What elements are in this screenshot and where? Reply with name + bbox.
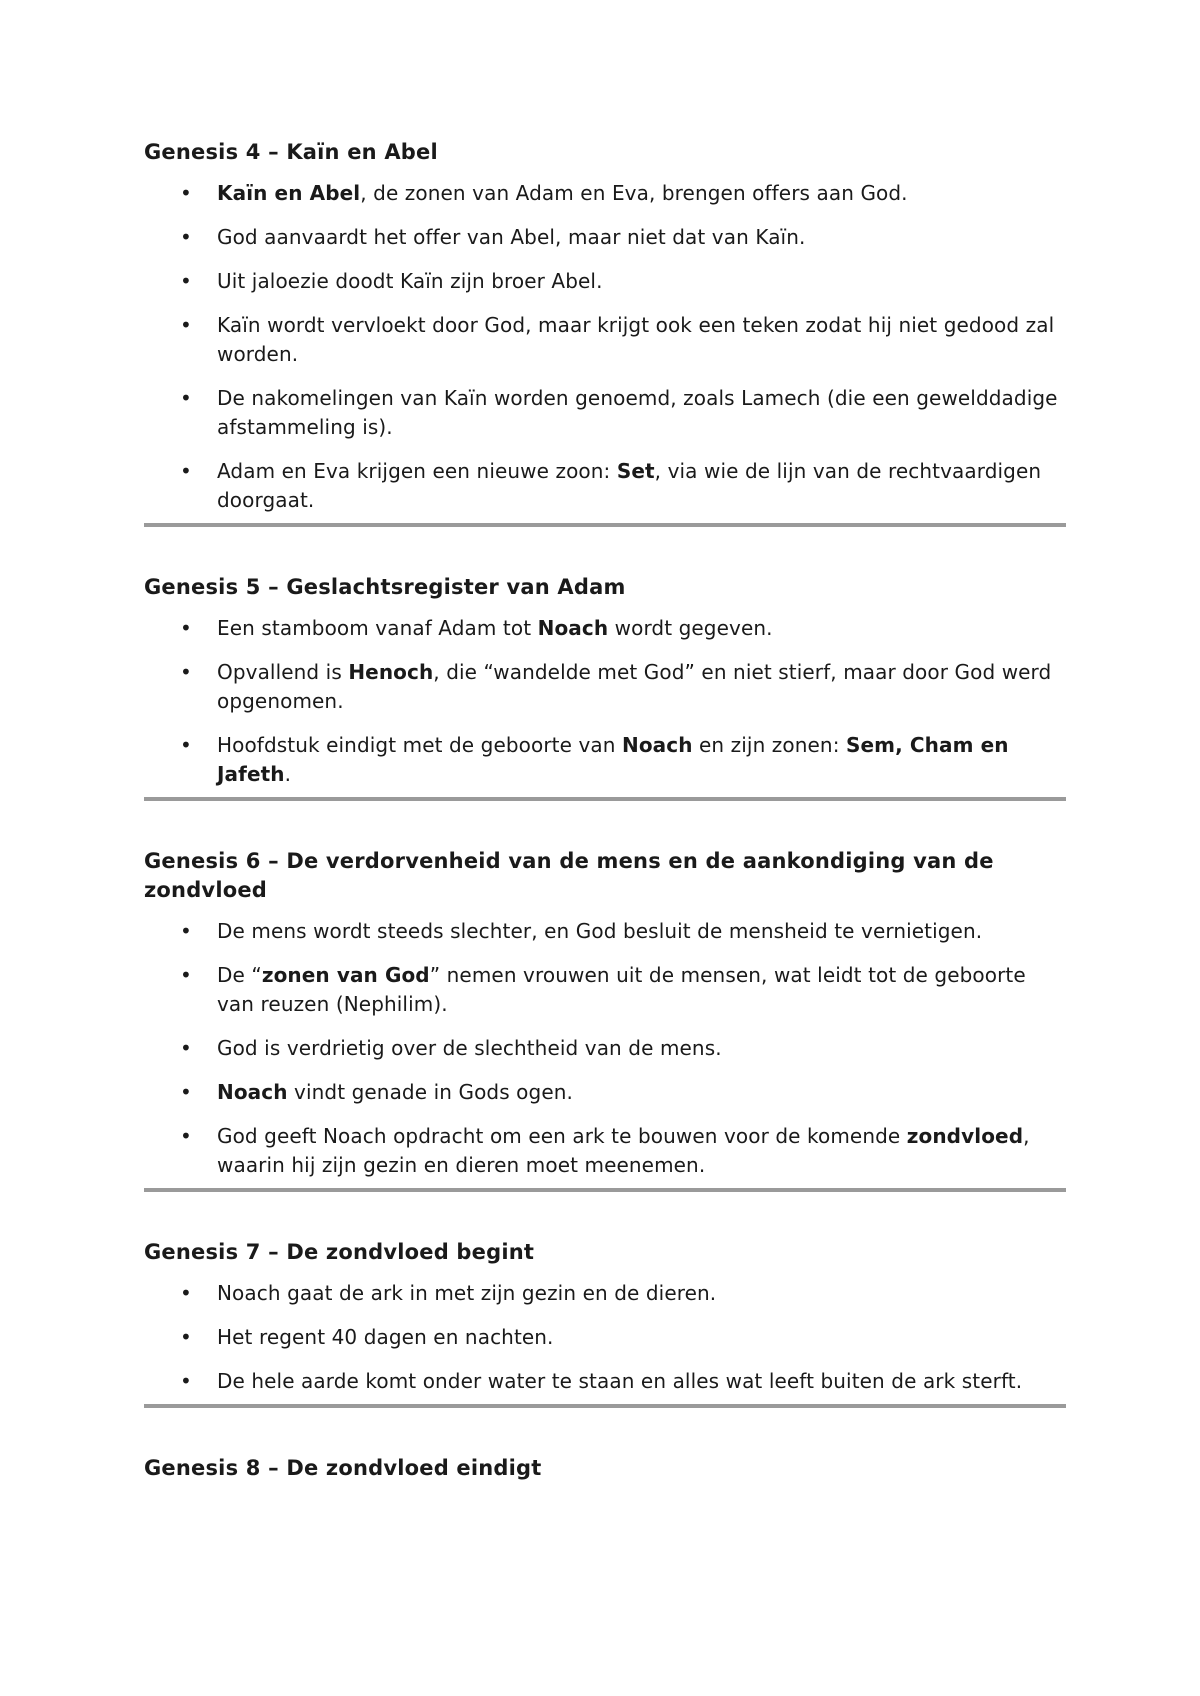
list-item: [144, 1367, 1066, 1396]
item-text: Opvallend is: [217, 660, 349, 684]
bullet-icon: •: [180, 1369, 192, 1393]
horizontal-divider: [144, 523, 1066, 527]
chapter-section: [144, 573, 1066, 801]
list-item: [144, 614, 1066, 643]
bullet-list: [144, 1279, 1066, 1396]
item-text: en zijn zonen:: [692, 733, 846, 757]
list-item: [144, 917, 1066, 946]
item-bold-text: Noach: [217, 1080, 288, 1104]
item-bold-text: Henoch: [348, 660, 434, 684]
item-bold-text: Noach: [621, 733, 693, 757]
item-text: Kaïn wordt vervloekt door God, maar krijgt ook een teken zodat hij niet gedood zal worden.: [217, 313, 1055, 366]
item-text: Een stamboom vanaf Adam tot: [217, 616, 538, 640]
chapter-section: [144, 1454, 1066, 1483]
bullet-icon: •: [180, 1325, 192, 1349]
bullet-icon: •: [180, 1124, 192, 1148]
bullet-icon: •: [180, 1036, 192, 1060]
item-text: , via wie de lijn van de rechtvaardigen doorgaat.: [217, 459, 1042, 512]
item-text: wordt gegeven.: [608, 616, 773, 640]
horizontal-divider: [144, 1404, 1066, 1408]
item-text: De nakomelingen van Kaïn worden genoemd, zoals Lamech (die een gewelddadige afstammeling is).: [217, 386, 1058, 439]
list-item: [144, 731, 1066, 789]
bullet-icon: •: [180, 386, 192, 410]
horizontal-divider: [144, 797, 1066, 801]
bullet-icon: •: [180, 963, 192, 987]
list-item: [144, 179, 1066, 208]
item-text: .: [284, 762, 292, 786]
list-item: [144, 1078, 1066, 1107]
bullet-icon: •: [180, 1281, 192, 1305]
item-bold-text: Noach: [537, 616, 609, 640]
item-bold-text: Sem, Cham en Jafeth: [217, 733, 1009, 786]
list-item: [144, 658, 1066, 716]
item-text: Het regent 40 dagen en nachten.: [217, 1325, 554, 1349]
list-item: [144, 311, 1066, 369]
item-text: God is verdrietig over de slechtheid van de mens.: [217, 1036, 722, 1060]
item-text: Uit jaloezie doodt Kaïn zijn broer Abel.: [217, 269, 603, 293]
bullet-list: [144, 179, 1066, 515]
item-text: vindt genade in Gods ogen.: [287, 1080, 573, 1104]
list-item: [144, 961, 1066, 1019]
item-text: Hoofdstuk eindigt met de geboorte van: [217, 733, 622, 757]
bullet-icon: •: [180, 181, 192, 205]
section-title: Genesis 4 – Kaïn en Abel: [144, 140, 438, 164]
section-title: Genesis 8 – De zondvloed eindigt: [144, 1456, 542, 1480]
item-text: God geeft Noach opdracht om een ark te bouwen voor de komende: [217, 1124, 907, 1148]
item-bold-text: Set: [616, 459, 655, 483]
item-text: Noach gaat de ark in met zijn gezin en de dieren.: [217, 1281, 717, 1305]
bullet-icon: •: [180, 616, 192, 640]
list-item: [144, 1279, 1066, 1308]
item-bold-text: zondvloed: [906, 1124, 1024, 1148]
list-item: [144, 1034, 1066, 1063]
list-item: [144, 267, 1066, 296]
document-page: [144, 138, 1066, 1495]
bullet-icon: •: [180, 733, 192, 757]
bullet-icon: •: [180, 919, 192, 943]
section-title: Genesis 6 – De verdorvenheid van de mens en de aankondiging van de zondvloed: [144, 849, 994, 902]
item-bold-text: zonen van God: [261, 963, 430, 987]
bullet-icon: •: [180, 660, 192, 684]
section-title: Genesis 5 – Geslachtsregister van Adam: [144, 575, 626, 599]
horizontal-divider: [144, 1188, 1066, 1192]
item-text: De mens wordt steeds slechter, en God besluit de mensheid te vernietigen.: [217, 919, 983, 943]
item-text: , waarin hij zijn gezin en dieren moet meenemen.: [217, 1124, 1030, 1177]
list-item: [144, 457, 1066, 515]
bullet-icon: •: [180, 459, 192, 483]
list-item: [144, 1122, 1066, 1180]
item-bold-text: Kaïn en Abel: [217, 181, 361, 205]
list-item: [144, 384, 1066, 442]
chapter-section: [144, 847, 1066, 1192]
list-item: [144, 223, 1066, 252]
chapter-section: [144, 138, 1066, 527]
list-item: [144, 1323, 1066, 1352]
item-text: ” nemen vrouwen uit de mensen, wat leidt tot de geboorte van reuzen (Nephilim).: [217, 963, 1026, 1016]
item-text: , die “wandelde met God” en niet stierf, maar door God werd opgenomen.: [217, 660, 1052, 713]
item-text: Adam en Eva krijgen een nieuwe zoon:: [217, 459, 617, 483]
item-text: De hele aarde komt onder water te staan en alles wat leeft buiten de ark sterft.: [217, 1369, 1023, 1393]
item-text: God aanvaardt het offer van Abel, maar niet dat van Kaïn.: [217, 225, 806, 249]
bullet-icon: •: [180, 225, 192, 249]
item-text: , de zonen van Adam en Eva, brengen offers aan God.: [360, 181, 908, 205]
bullet-list: [144, 614, 1066, 789]
bullet-list: [144, 917, 1066, 1180]
bullet-icon: •: [180, 313, 192, 337]
bullet-icon: •: [180, 269, 192, 293]
chapter-section: [144, 1238, 1066, 1408]
section-title: Genesis 7 – De zondvloed begint: [144, 1240, 535, 1264]
item-text: De “: [217, 963, 262, 987]
bullet-icon: •: [180, 1080, 192, 1104]
